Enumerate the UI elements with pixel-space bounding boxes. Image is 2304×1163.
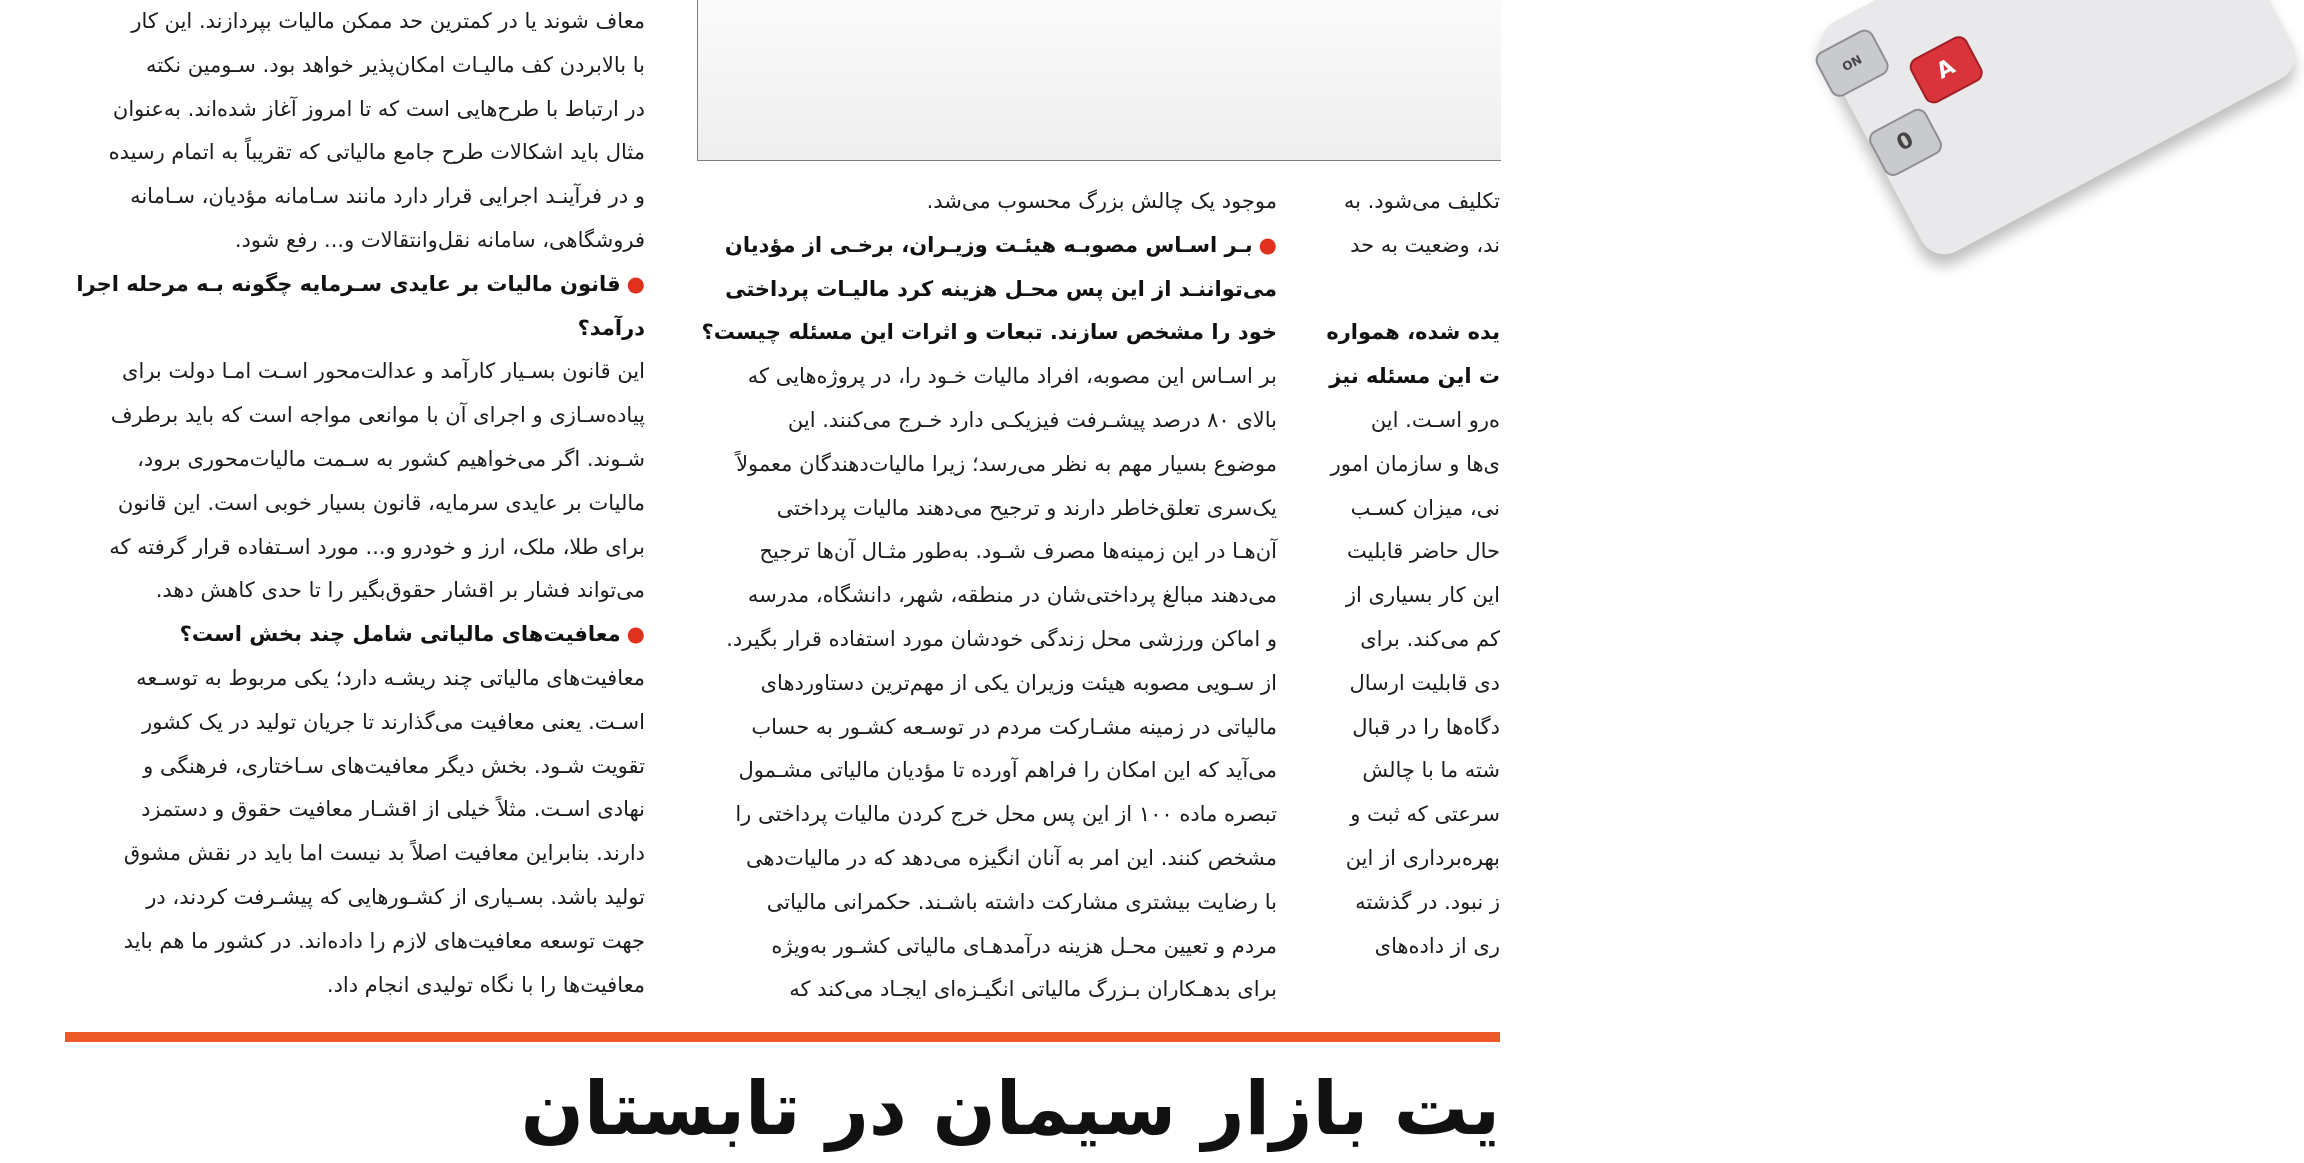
text-line: و در فرآینـد اجرایی قرار دارد مانند سـامانه مؤدیان، سـامانه <box>130 184 645 209</box>
question-heading <box>65 613 645 657</box>
calculator-key-zero: 0 <box>1866 105 1946 179</box>
text-line: شـوند. اگر می‌خواهیم کشور به سـمت مالیات‌محوری برود، <box>137 446 645 471</box>
text-line: حال حاضر قابلیت <box>1347 539 1500 564</box>
question-heading: ت این مسئله نیز <box>1329 364 1500 389</box>
text-line: تولید باشد. بسـیاری از کشـورهایی که پیشـرفت کردند، در <box>146 884 645 909</box>
text-line: بر اسـاس این مصوبه، افراد مالیات خـود را، در پروژه‌هایی که <box>747 364 1277 389</box>
text-line: پیاده‌سـازی و اجرای آن با موانعی مواجه است که باید برطرف <box>110 403 645 428</box>
text-line: می‌آید که این امکان را فراهم آورده تا مؤدیان مالیاتی مشـمول <box>738 758 1277 783</box>
calculator-photo <box>697 0 1960 161</box>
question-heading: یده شده، همواره <box>1326 320 1500 345</box>
text-line: با بالابردن کف مالیـات امکان‌پذیر خواهد بود. سـومین نکته <box>146 52 645 77</box>
bullet-icon: ● <box>1258 232 1277 257</box>
text-line: شته ما با چالش <box>1362 758 1500 783</box>
calculator-key-on: ON <box>1812 26 1892 100</box>
calculator-image <box>1812 0 2304 263</box>
text-line: مالیات بر عایدی سرمایه، قانون بسیار خوبی است. این قانون <box>117 490 645 515</box>
text-line: می‌دهند مبالغ پرداختی‌شان در منطقه، شهر، دانشگاه، مدرسه <box>747 583 1277 608</box>
text-line: ند، وضعیت به حد <box>1350 232 1500 257</box>
text-line: جهت توسعه معافیت‌های لازم را داده‌اند. در کشور ما هم باید <box>123 928 645 953</box>
text-line: دگاه‌ها را در قبال <box>1352 714 1500 739</box>
text-line: ه‌رو اسـت. این <box>1370 407 1500 432</box>
text-line: کم می‌کند. برای <box>1360 626 1500 651</box>
text-line: فروشگاهی، سامانه نقل‌وانتقالات و... رفع شود. <box>234 227 645 252</box>
text-line: در ارتباط با طرح‌هایی است که تا امروز آغاز شده‌اند. به‌عنوان <box>112 96 645 121</box>
text-line: معافیت‌ها را با نگاه تولیدی انجام داد. <box>326 972 645 997</box>
text-line: اسـت. یعنی معافیت می‌گذارند تا جریان تولید در یک کشور <box>142 709 645 734</box>
text-line: و اماکن ورزشی محل زندگی خودشان مورد استفاده قرار بگیرد. <box>726 626 1277 651</box>
text-line: مثال باید اشکالات طرح جامع مالیاتی که تقریباً به اتمام رسیده <box>108 140 645 165</box>
text-line: از سـویی مصوبه هیئت وزیران یکی از مهم‌ترین دستاوردهای <box>760 670 1277 695</box>
bullet-icon: ● <box>626 622 645 647</box>
text-line: یک‌سری تعلق‌خاطر دارند و ترجیح می‌دهند مالیات پرداختی <box>776 495 1277 520</box>
text-line: این قانون بسـیار کارآمد و عدالت‌محور اسـت امـا دولت برای <box>122 359 645 384</box>
article-column-right <box>1328 180 1500 968</box>
text-line: نهادی اسـت. مثلاً خیلی از اقشـار معافیت حقوق و دستمزد <box>141 797 645 822</box>
text-line: سرعتی که ثبت و <box>1350 802 1500 827</box>
question-heading <box>697 224 1277 268</box>
spacer <box>1328 268 1500 312</box>
text-line: ز نبود. در گذشته <box>1355 889 1500 914</box>
text-line: بهره‌برداری از این <box>1345 845 1500 870</box>
text-line: موجود یک چالش بزرگ محسوب می‌شد. <box>926 189 1277 213</box>
calculator-key-a: A <box>1906 33 1986 107</box>
text-line: موضوع بسیار مهم به نظر می‌رسد؛ زیرا مالیات‌دهندگان معمولاً <box>736 451 1277 476</box>
question-text: معافیت‌های مالیاتی شامل چند بخش است؟ <box>179 622 621 647</box>
question-heading: درآمد؟ <box>577 315 645 340</box>
section-divider <box>65 1032 1500 1042</box>
text-line: تبصره ماده ۱۰۰ از این پس محل خرج کردن مالیات پرداختی را <box>735 802 1277 827</box>
next-article-headline: یت بازار سیمان در تابستان <box>520 1066 1500 1152</box>
text-line: مشخص کنند. این امر به آنان انگیزه می‌دهد که در مالیات‌دهی <box>746 845 1277 870</box>
text-line: معاف شوند یا در کمترین حد ممکن مالیات بپردازند. این کار <box>131 9 645 33</box>
text-line: دی قابلیت ارسال <box>1349 670 1500 695</box>
text-line: این کار بسیاری از <box>1345 583 1500 608</box>
article-column-left <box>65 0 645 1007</box>
text-line: معافیت‌های مالیاتی چند ریشـه دارد؛ یکی مربوط به توسـعه <box>136 665 645 690</box>
question-heading: خود را مشخص سازند. تبعات و اثرات این مسئله چیست؟ <box>701 320 1277 345</box>
text-line: تقویت شـود. بخش دیگر معافیت‌های سـاختاری، فرهنگی و <box>143 753 645 778</box>
question-text: قانون مالیات بر عایدی سـرمایه چگونه بـه مرحله اجرا <box>76 271 621 296</box>
bullet-icon: ● <box>626 271 645 296</box>
question-heading: می‌تواننـد از این پس محـل هزینه کرد مالیـات پرداختی <box>725 276 1277 301</box>
text-line: نی، میزان کسـب <box>1350 495 1500 520</box>
text-line: ری از داده‌های <box>1374 933 1500 958</box>
text-line: می‌تواند فشار بر اقشار حقوق‌بگیر را تا حدی کاهش دهد. <box>155 578 645 603</box>
text-line: برای طلا، ملک، ارز و خودرو و... مورد اسـتفاده قرار گرفته که <box>109 534 645 559</box>
article-column-middle <box>697 180 1277 1012</box>
text-line: مالیاتی در زمینه مشـارکت مردم در توسـعه کشـور به حساب <box>751 714 1277 739</box>
text-line: آن‌هـا در این زمینه‌ها مصرف شـود. به‌طور مثـال آن‌ها ترجیح <box>759 539 1277 564</box>
text-line: بالای ۸۰ درصد پیشـرفت فیزیکـی دارد خـرج می‌کنند. این <box>787 407 1277 432</box>
text-line: ی‌ها و سازمان امور <box>1330 451 1500 476</box>
text-line: با رضایت بیشتری مشارکت داشته باشـند. حکمرانی مالیاتی <box>766 889 1277 914</box>
text-line: تکلیف می‌شود. به <box>1343 189 1500 213</box>
question-text: بـر اسـاس مصوبـه هیئـت وزیـران، برخـی از مؤدیان <box>724 232 1253 257</box>
text-line: برای بدهـکاران بـزرگ مالیاتی انگیـزه‌ای ایجـاد می‌کند که <box>789 977 1277 1002</box>
text-line: دارند. بنابراین معافیت اصلاً بد نیست اما باید در نقش مشوق <box>123 841 645 866</box>
text-line: مردم و تعیین محـل هزینه درآمدهـای مالیاتی کشـور به‌ویژه <box>771 933 1277 958</box>
question-heading <box>65 263 645 307</box>
